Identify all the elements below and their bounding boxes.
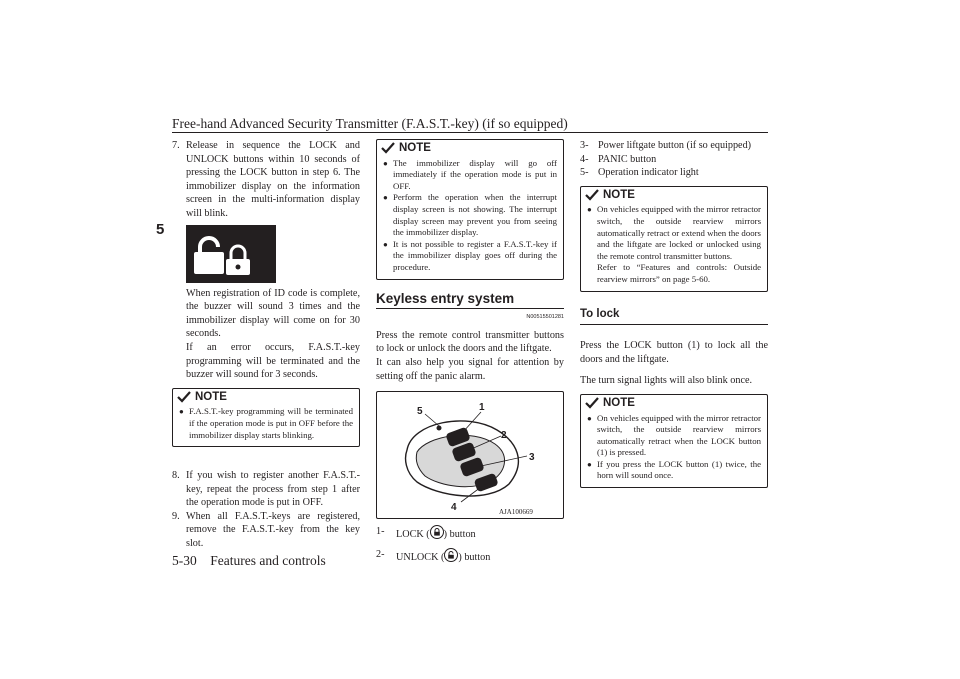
note-header [381,142,557,156]
legend-item-lock [376,525,564,542]
note-box-3 [580,186,768,292]
key-fob-illustration [377,392,563,518]
note-header [585,189,761,203]
note-label: NOTE [603,396,635,409]
callout-3: 3 [529,452,535,464]
chapter-tab: 5 [156,221,165,238]
note-label: NOTE [399,142,431,154]
note-text-body: On vehicles equipped with the mirror retractor switch, the outside rearview mirrors automatically retract or extend when the doors and the liftgate are locked or unlocked using the remote control transmitter buttons. [597,204,761,261]
legend-text: LOCK ( [396,529,430,541]
bullet-icon: ● [383,239,388,249]
immobilizer-display-icon [186,225,276,283]
note-header [585,397,761,411]
legend-number: 4- [580,153,589,165]
header-rule [172,132,768,133]
note-item [383,239,557,274]
note-text [597,204,761,285]
legend-text: PANIC button [598,153,657,165]
note-box-1 [172,388,360,447]
bullet-icon: ● [587,205,592,215]
legend-text: ) button [458,551,491,563]
legend-text: Power liftgate button (if so equipped) [598,140,752,151]
figure-code: AJA100669 [499,508,533,517]
legend-text: ) button [443,529,476,541]
step-number: 7. [172,140,180,151]
keyless-paragraph-1: Press the remote control transmitter buttons to lock or unlock the doors and the liftgate. [376,329,564,355]
note-text: Perform the operation when the interrupt display screen is not showing. The interrupt display screen may prevent you from seeing the immobilizer display. [393,192,557,238]
step-number: 9. [172,510,180,522]
note-box-2 [376,139,564,280]
lock-paragraph-1: Press the LOCK button (1) to lock all the doors and the liftgate. [580,340,768,365]
note-text: It is not possible to register a F.A.S.T.-key if the immobilizer display goes off during the procedure. [393,238,557,272]
step-number: 8. [172,470,180,482]
page-header-title: Free-hand Advanced Security Transmitter (F.A.S.T.-key) (if so equipped) [172,116,568,131]
callout-5: 5 [417,406,423,418]
callout-1: 1 [479,402,485,414]
step-text: If you wish to register another F.A.S.T.-key, repeat the process from step 1 after the operation mode is put in OFF. [186,470,360,509]
error-paragraph: If an error occurs, F.A.S.T.-key programming will be terminated and the buzzer will sound for 3 seconds. [186,341,360,381]
subsection-title: To lock [580,308,768,326]
note-text: The immobilizer display will go off immediately if the operation mode is put in OFF. [393,157,557,191]
note-icon [585,189,599,202]
step-9 [172,510,360,551]
key-fob-figure [376,391,564,519]
note-label: NOTE [603,188,635,201]
legend-item-3 [580,139,768,153]
column-left [172,139,360,551]
legend-item-5 [580,166,768,180]
legend-number: 1- [376,526,385,538]
unlock-icon [444,548,458,562]
section-id: N00515501281 [526,314,564,321]
step-8 [172,469,360,510]
lock-paragraph-2: The turn signal lights will also blink once. [580,375,753,387]
legend-text: Operation indicator light [598,167,699,179]
callout-4: 4 [451,502,457,514]
note-label: NOTE [195,390,227,403]
lock-icon [430,525,444,539]
column-middle [376,139,564,564]
note-icon [381,142,395,155]
note-icon [585,397,599,410]
legend-item-4 [580,153,768,167]
legend-item-unlock [376,548,564,565]
keyless-paragraph-2: It can also help you signal for attention by setting off the panic alarm. [376,356,564,382]
note-text: F.A.S.T.-key programming will be terminated if the operation mode is put in OFF before the immobilizer display starts blinking. [189,406,353,440]
page-footer: 5-30 Features and controls [172,553,326,568]
bullet-icon: ● [587,459,592,469]
note-text: On vehicles equipped with the mirror retractor switch, the outside rearview mirrors automatically retract when the LOCK button (1) is pressed. [597,412,761,458]
note-item [383,158,557,193]
bullet-icon: ● [179,407,184,417]
note-box-4 [580,394,768,488]
note-item [587,204,761,285]
step-text: Release in sequence the LOCK and UNLOCK buttons within 10 seconds of pressing the LOCK button in step 6. The immobilizer display on the information screen in the multi-information display will blink. [186,140,360,219]
bullet-icon: ● [383,193,388,203]
note-header [177,391,353,405]
note-text: If you press the LOCK button (1) twice, the horn will sound once. [597,458,761,481]
legend-number: 3- [580,140,589,151]
legend-number: 5- [580,167,589,179]
bullet-icon: ● [587,413,592,423]
section-title: Keyless entry system [376,292,564,310]
bullet-icon: ● [383,158,388,168]
note-item [179,406,353,441]
note-item [383,192,557,238]
step-7 [172,139,360,221]
note-icon [177,391,191,404]
note-reference: Refer to “Features and controls: Outside rearview mirrors” on page 5-60. [597,262,761,284]
callout-2: 2 [501,430,507,442]
legend-number: 2- [376,548,385,560]
column-right [580,139,768,488]
note-item [587,459,761,482]
step-text: When all F.A.S.T.-keys are registered, remove the F.A.S.T.-key from the key slot. [186,510,360,550]
note-item [587,413,761,459]
registration-paragraph: When registration of ID code is complete, the buzzer will sound 3 times and the immobilizer display will come on for 30 seconds. [186,287,360,340]
legend-text: UNLOCK ( [396,551,445,563]
